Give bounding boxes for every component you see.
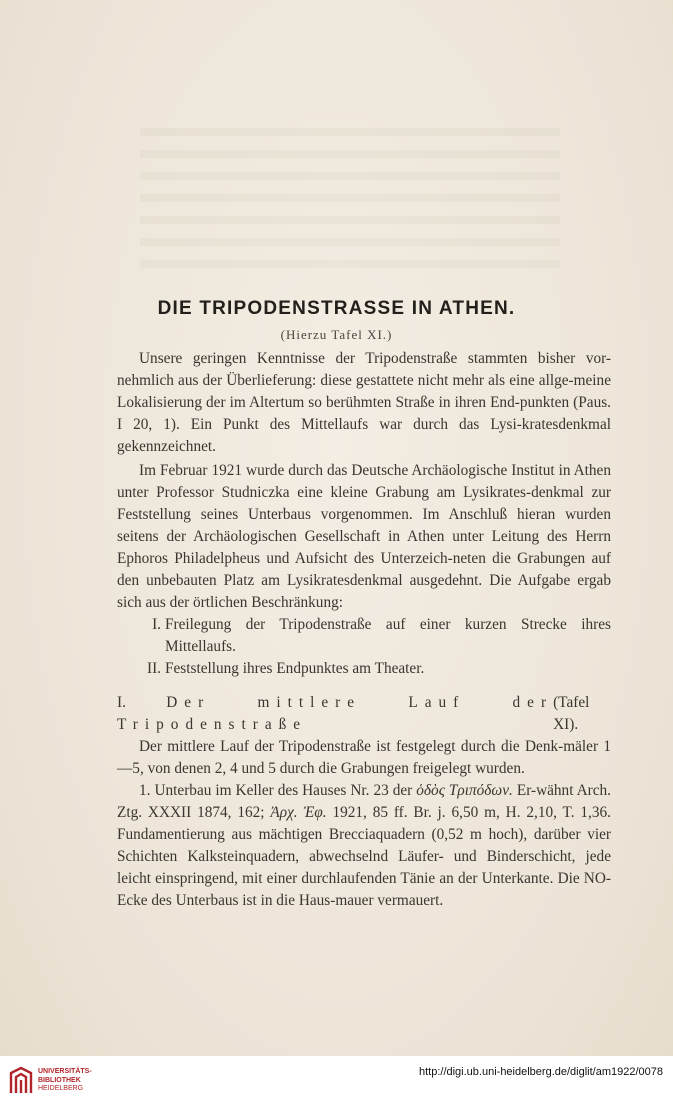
article-subtitle: (Hierzu Tafel XI.) [280, 327, 393, 342]
monument-1-citation: Er-wähnt Arch. Ztg. XXXII 1874, 162; [117, 782, 612, 821]
article-title: DIE TRIPODENSTRASSE IN ATHEN. [157, 298, 516, 319]
paragraph-intro: Unsere geringen Kenntnisse der Tripodenstraße stammten bisher vor-nehmlich aus der Überlieferung: diese gestattete nicht mehr als eine allge-meine Lokalisierung der im Altertum so berühmten Straße in ihren End-punkten (Paus. I 20, 1). Ein Punkt des Mittellaufs war durch das Lysi-kratesdenkmal gekennzeichnet. [117, 350, 611, 455]
greek-journal-abbrev: Ἀρχ. Ἐφ. [270, 804, 327, 821]
library-name-line: HEIDELBERG [38, 1085, 84, 1092]
bleed-through-line [140, 150, 560, 158]
university-library-logo-icon [8, 1066, 34, 1096]
monument-1-intro: 1. Unterbau im Keller des Hauses Nr. 23 der [139, 782, 413, 799]
digitization-footer [0, 1056, 673, 1106]
bleed-through-line [140, 194, 560, 202]
article-body [117, 348, 611, 912]
list-item-text: Feststellung ihres Endpunktes am Theater. [165, 660, 425, 677]
list-item-text: Freilegung der Tripodenstraße auf einer kurzen Strecke ihres Mittellaufs. [165, 616, 611, 655]
library-name [38, 1068, 92, 1094]
bleed-through-line [140, 172, 560, 180]
section-number: I. [117, 694, 126, 711]
paragraph-monuments: Der mittlere Lauf der Tripodenstraße ist festgelegt durch die Denk-mäler 1—5, von denen 2, 4 und 5 durch die Grabungen freigelegt wurden. [117, 738, 611, 777]
task-list [117, 614, 611, 680]
section-plate-ref: (Tafel XI). [553, 694, 590, 733]
bleed-through-line [140, 128, 560, 136]
greek-street-name: ὁδὸς Τριπόδων. [416, 782, 513, 799]
paragraph-excavation: Im Februar 1921 wurde durch das Deutsche Archäologische Institut in Athen unter Professor Studniczka eine kleine Grabung am Lysikrates-denkmal zur Feststellung seines Unterbaus vorgenommen. Im Anschluß hieran wurden seitens der Archäologischen Gesellschaft in Athen unter Leitung des Herrn Ephoros Philadelpheus und Aufsicht des Unterzeich-neten die Grabungen auf den unbebauten Platz am Lysikratesdenkmal ausgedehnt. Die Aufgabe ergab sich aus der örtlichen Beschränkung: [117, 462, 611, 611]
list-item [117, 614, 611, 658]
bleed-through-line [140, 216, 560, 224]
bleed-through-line [140, 238, 560, 246]
bleed-through-line [140, 260, 560, 268]
list-item-number: II. [146, 660, 161, 677]
paragraph-monument-1 [117, 780, 611, 912]
section-title: Der mittlere Lauf der Tripodenstraße [117, 694, 554, 733]
list-item [117, 658, 611, 680]
library-name-line: BIBLIOTHEK [38, 1076, 81, 1084]
section-heading [117, 692, 611, 736]
library-name-line: UNIVERSITÄTS- [38, 1068, 92, 1075]
list-item-number: I. [152, 616, 161, 633]
monument-1-description: 1921, 85 ff. Br. j. 6,50 m, H. 2,10, T. 1,36. Fundamentierung aus mächtigen Brecciaquadern (0,52 m hoch), darüber vier Schichten Kalksteinquadern, abwechselnd Läufer- und Binderschicht, jede leicht einspringend, mit einer durchlaufenden Tänie an der Unterkante. Die NO-Ecke des Unterbaus ist in die Haus-mauer vermauert. [117, 804, 611, 909]
source-url-link[interactable]: http://digi.ub.uni-heidelberg.de/diglit/am1922/0078 [418, 1066, 663, 1078]
